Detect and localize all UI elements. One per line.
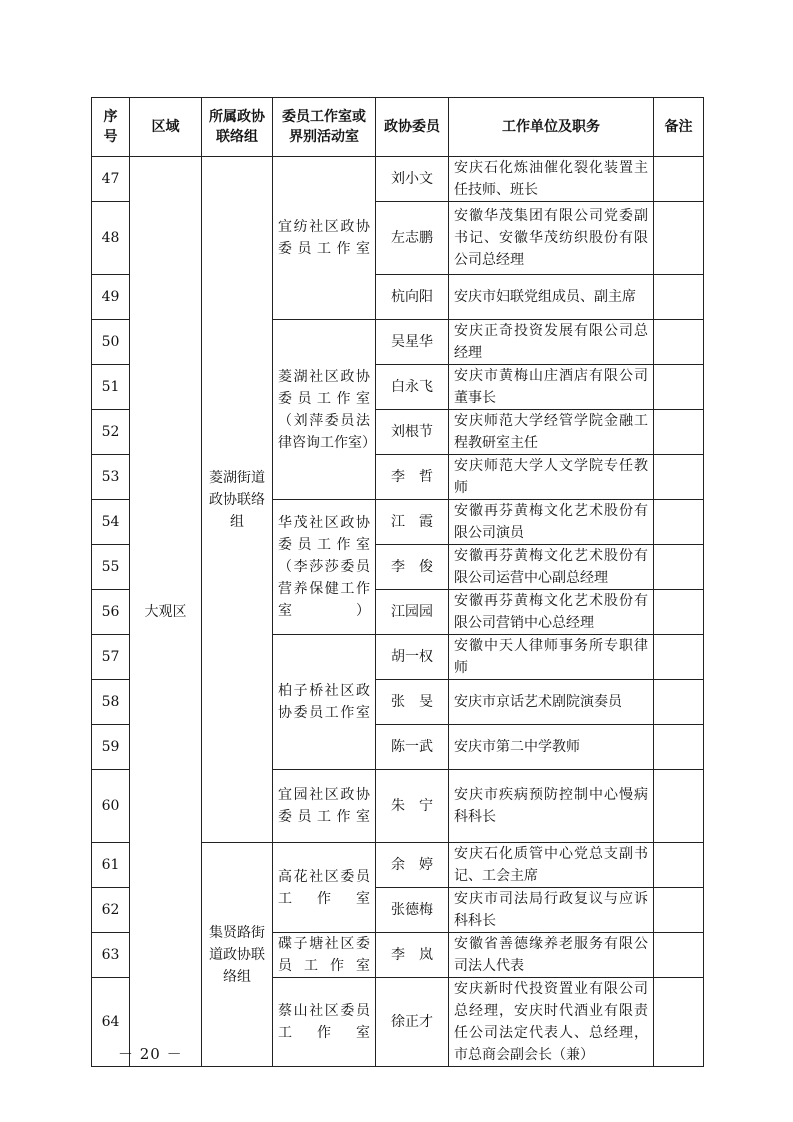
row-number: 58 (92, 680, 130, 725)
member-name: 李 岚 (376, 933, 449, 978)
member-name: 左志鹏 (376, 202, 449, 275)
member-note (654, 933, 704, 978)
row-number: 47 (92, 157, 130, 202)
member-name: 朱 宁 (376, 770, 449, 843)
studio-cell: 高花社区委员工作室 (273, 843, 376, 933)
member-name: 刘根节 (376, 410, 449, 455)
page-number: － 20 － (118, 1045, 183, 1063)
member-note (654, 202, 704, 275)
member-note (654, 680, 704, 725)
member-note (654, 978, 704, 1067)
member-note (654, 320, 704, 365)
member-note (654, 410, 704, 455)
member-unit: 安庆市妇联党组成员、副主席 (449, 275, 654, 320)
member-name: 刘小文 (376, 157, 449, 202)
member-unit: 安徽再芬黄梅文化艺术股份有限公司演员 (449, 500, 654, 545)
member-name: 白永飞 (376, 365, 449, 410)
member-name: 余 婷 (376, 843, 449, 888)
member-unit: 安庆市黄梅山庄酒店有限公司董事长 (449, 365, 654, 410)
member-note (654, 275, 704, 320)
member-unit: 安徽再芬黄梅文化艺术股份有限公司运营中心副总经理 (449, 545, 654, 590)
member-name: 李 俊 (376, 545, 449, 590)
member-unit: 安庆市京话艺术剧院演奏员 (449, 680, 654, 725)
member-name: 胡一权 (376, 635, 449, 680)
member-unit: 安庆市第二中学教师 (449, 725, 654, 770)
member-note (654, 635, 704, 680)
member-note (654, 500, 704, 545)
group-cell: 菱湖街道政协联络组 (202, 157, 273, 843)
row-number: 59 (92, 725, 130, 770)
table-header-row (92, 98, 704, 157)
member-name: 张 旻 (376, 680, 449, 725)
row-number: 60 (92, 770, 130, 843)
member-name: 杭向阳 (376, 275, 449, 320)
group-cell: 集贤路街道政协联络组 (202, 843, 273, 1067)
member-name: 徐正才 (376, 978, 449, 1067)
row-number: 62 (92, 888, 130, 933)
row-number: 61 (92, 843, 130, 888)
member-note (654, 455, 704, 500)
table-row (92, 157, 704, 202)
studio-cell: 柏子桥社区政协委员工作室 (273, 635, 376, 770)
row-number: 54 (92, 500, 130, 545)
member-note (654, 590, 704, 635)
member-note (654, 545, 704, 590)
header-no: 序号 (92, 98, 130, 157)
member-unit: 安徽省善德缘养老服务有限公司法人代表 (449, 933, 654, 978)
row-number: 53 (92, 455, 130, 500)
member-note (654, 365, 704, 410)
member-unit: 安庆正奇投资发展有限公司总经理 (449, 320, 654, 365)
member-unit: 安徽华茂集团有限公司党委副书记、安徽华茂纺织股份有限公司总经理 (449, 202, 654, 275)
member-name: 张德梅 (376, 888, 449, 933)
studio-cell: 菱湖社区政协委员工作室（刘萍委员法律咨询工作室） (273, 320, 376, 500)
header-name: 政协委员 (376, 98, 449, 157)
studio-cell: 宜纺社区政协委员工作室 (273, 157, 376, 320)
row-number: 56 (92, 590, 130, 635)
member-unit: 安庆市司法局行政复议与应诉科科长 (449, 888, 654, 933)
member-unit: 安徽再芬黄梅文化艺术股份有限公司营销中心总经理 (449, 590, 654, 635)
row-number: 49 (92, 275, 130, 320)
row-number: 52 (92, 410, 130, 455)
member-name: 李 哲 (376, 455, 449, 500)
header-group: 所属政协联络组 (202, 98, 273, 157)
row-number: 51 (92, 365, 130, 410)
member-unit: 安庆师范大学人文学院专任教师 (449, 455, 654, 500)
member-name: 吴星华 (376, 320, 449, 365)
member-name: 江 霞 (376, 500, 449, 545)
studio-cell: 碟子塘社区委员工作室 (273, 933, 376, 978)
row-number: 50 (92, 320, 130, 365)
studio-cell: 蔡山社区委员工作室 (273, 978, 376, 1067)
header-studio: 委员工作室或界别活动室 (273, 98, 376, 157)
member-note (654, 725, 704, 770)
member-name: 江园园 (376, 590, 449, 635)
header-area: 区域 (130, 98, 202, 157)
member-note (654, 157, 704, 202)
member-unit: 安庆市疾病预防控制中心慢病科科长 (449, 770, 654, 843)
member-unit: 安庆新时代投资置业有限公司总经理，安庆时代酒业有限责任公司法定代表人、总经理，市总商会副会长（兼） (449, 978, 654, 1067)
studio-cell: 宜园社区政协委员工作室 (273, 770, 376, 843)
row-number: 57 (92, 635, 130, 680)
row-number: 64 (92, 978, 130, 1067)
member-note (654, 843, 704, 888)
member-unit: 安庆石化炼油催化裂化装置主任技师、班长 (449, 157, 654, 202)
row-number: 48 (92, 202, 130, 275)
committee-member-table (91, 97, 704, 1067)
member-unit: 安庆师范大学经管学院金融工程教研室主任 (449, 410, 654, 455)
member-unit: 安徽中天人律师事务所专职律师 (449, 635, 654, 680)
header-unit: 工作单位及职务 (449, 98, 654, 157)
member-name: 陈一武 (376, 725, 449, 770)
member-unit: 安庆石化质管中心党总支副书记、工会主席 (449, 843, 654, 888)
header-note: 备注 (654, 98, 704, 157)
member-note (654, 888, 704, 933)
member-note (654, 770, 704, 843)
area-cell: 大观区 (130, 157, 202, 1067)
row-number: 55 (92, 545, 130, 590)
studio-cell: 华茂社区政协委员工作室（李莎莎委员营养保健工作室） (273, 500, 376, 635)
row-number: 63 (92, 933, 130, 978)
